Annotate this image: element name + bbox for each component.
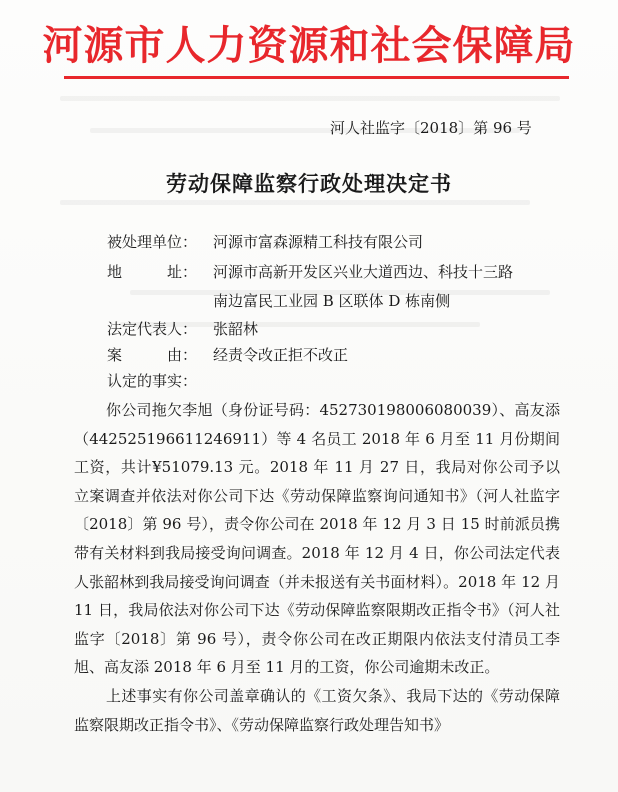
unit-value: 河源市富森源精工科技有限公司 <box>213 233 424 251</box>
field-facts <box>107 370 197 391</box>
field-unit <box>107 231 423 252</box>
rep-label: 法定代表人： <box>107 320 198 338</box>
facts-label: 认定的事实： <box>107 372 198 390</box>
document-number: 河人社监字〔2018〕第 96 号 <box>330 119 532 137</box>
facts-paragraph-1: 你公司拖欠李旭（身份证号码：452730198006080039）、高友添（442525196611246911）等 4 名员工 2018 年 6 月至 11 月份期间工资，共计¥51079.13 元。2018 年 11 月 27 日，我局对你公司予以立案调查并依法对你公司下达《劳动保障监察询问通知书》（河人社监字〔2018〕第 96 号），责令你公司在 2018 年 12 月 3 日 15 时前派员携带有关材料到我局接受询问调查。2018 年 12 月 4 日，你公司法定代表人张韶林到我局接受询问调查（并未报送有关书面材料）。2018 年 12 月 11 日，我局依法对你公司下达《劳动保障监察限期改正指令书》（河人社监字〔2018〕第 96 号），责令你公司在改正期限内依法支付清员工李旭、高友添 2018 年 6 月至 11 月的工资，你公司逾期未改正。 <box>74 401 560 677</box>
field-cause <box>107 344 348 365</box>
cause-value: 经责令改正拒不改正 <box>213 346 349 364</box>
letterhead-red-rule <box>64 76 569 79</box>
rep-value: 张韶林 <box>213 320 259 338</box>
address-line-1: 河源市高新开发区兴业大道西边、科技十三路 <box>213 263 514 281</box>
cause-label: 案 由： <box>107 346 198 364</box>
unit-label: 被处理单位： <box>107 233 198 251</box>
document-title: 劳动保障监察行政处理决定书 <box>166 171 452 196</box>
field-legal-representative <box>107 318 258 339</box>
bleed-through-mark <box>60 96 560 101</box>
bleed-through-mark <box>60 200 530 205</box>
address-line-2: 南边富民工业园 B 区联体 D 栋南侧 <box>213 292 451 310</box>
letterhead: 河源市人力资源和社会保障局 <box>42 22 576 69</box>
field-address <box>107 261 513 282</box>
facts-body <box>74 396 560 739</box>
field-address-continued <box>213 290 450 311</box>
address-label: 地 址： <box>107 263 198 281</box>
facts-paragraph-2: 上述事实有你公司盖章确认的《工资欠条》、我局下达的《劳动保障监察限期改正指令书》、《劳动保障监察行政处理告知书》 <box>74 686 560 734</box>
